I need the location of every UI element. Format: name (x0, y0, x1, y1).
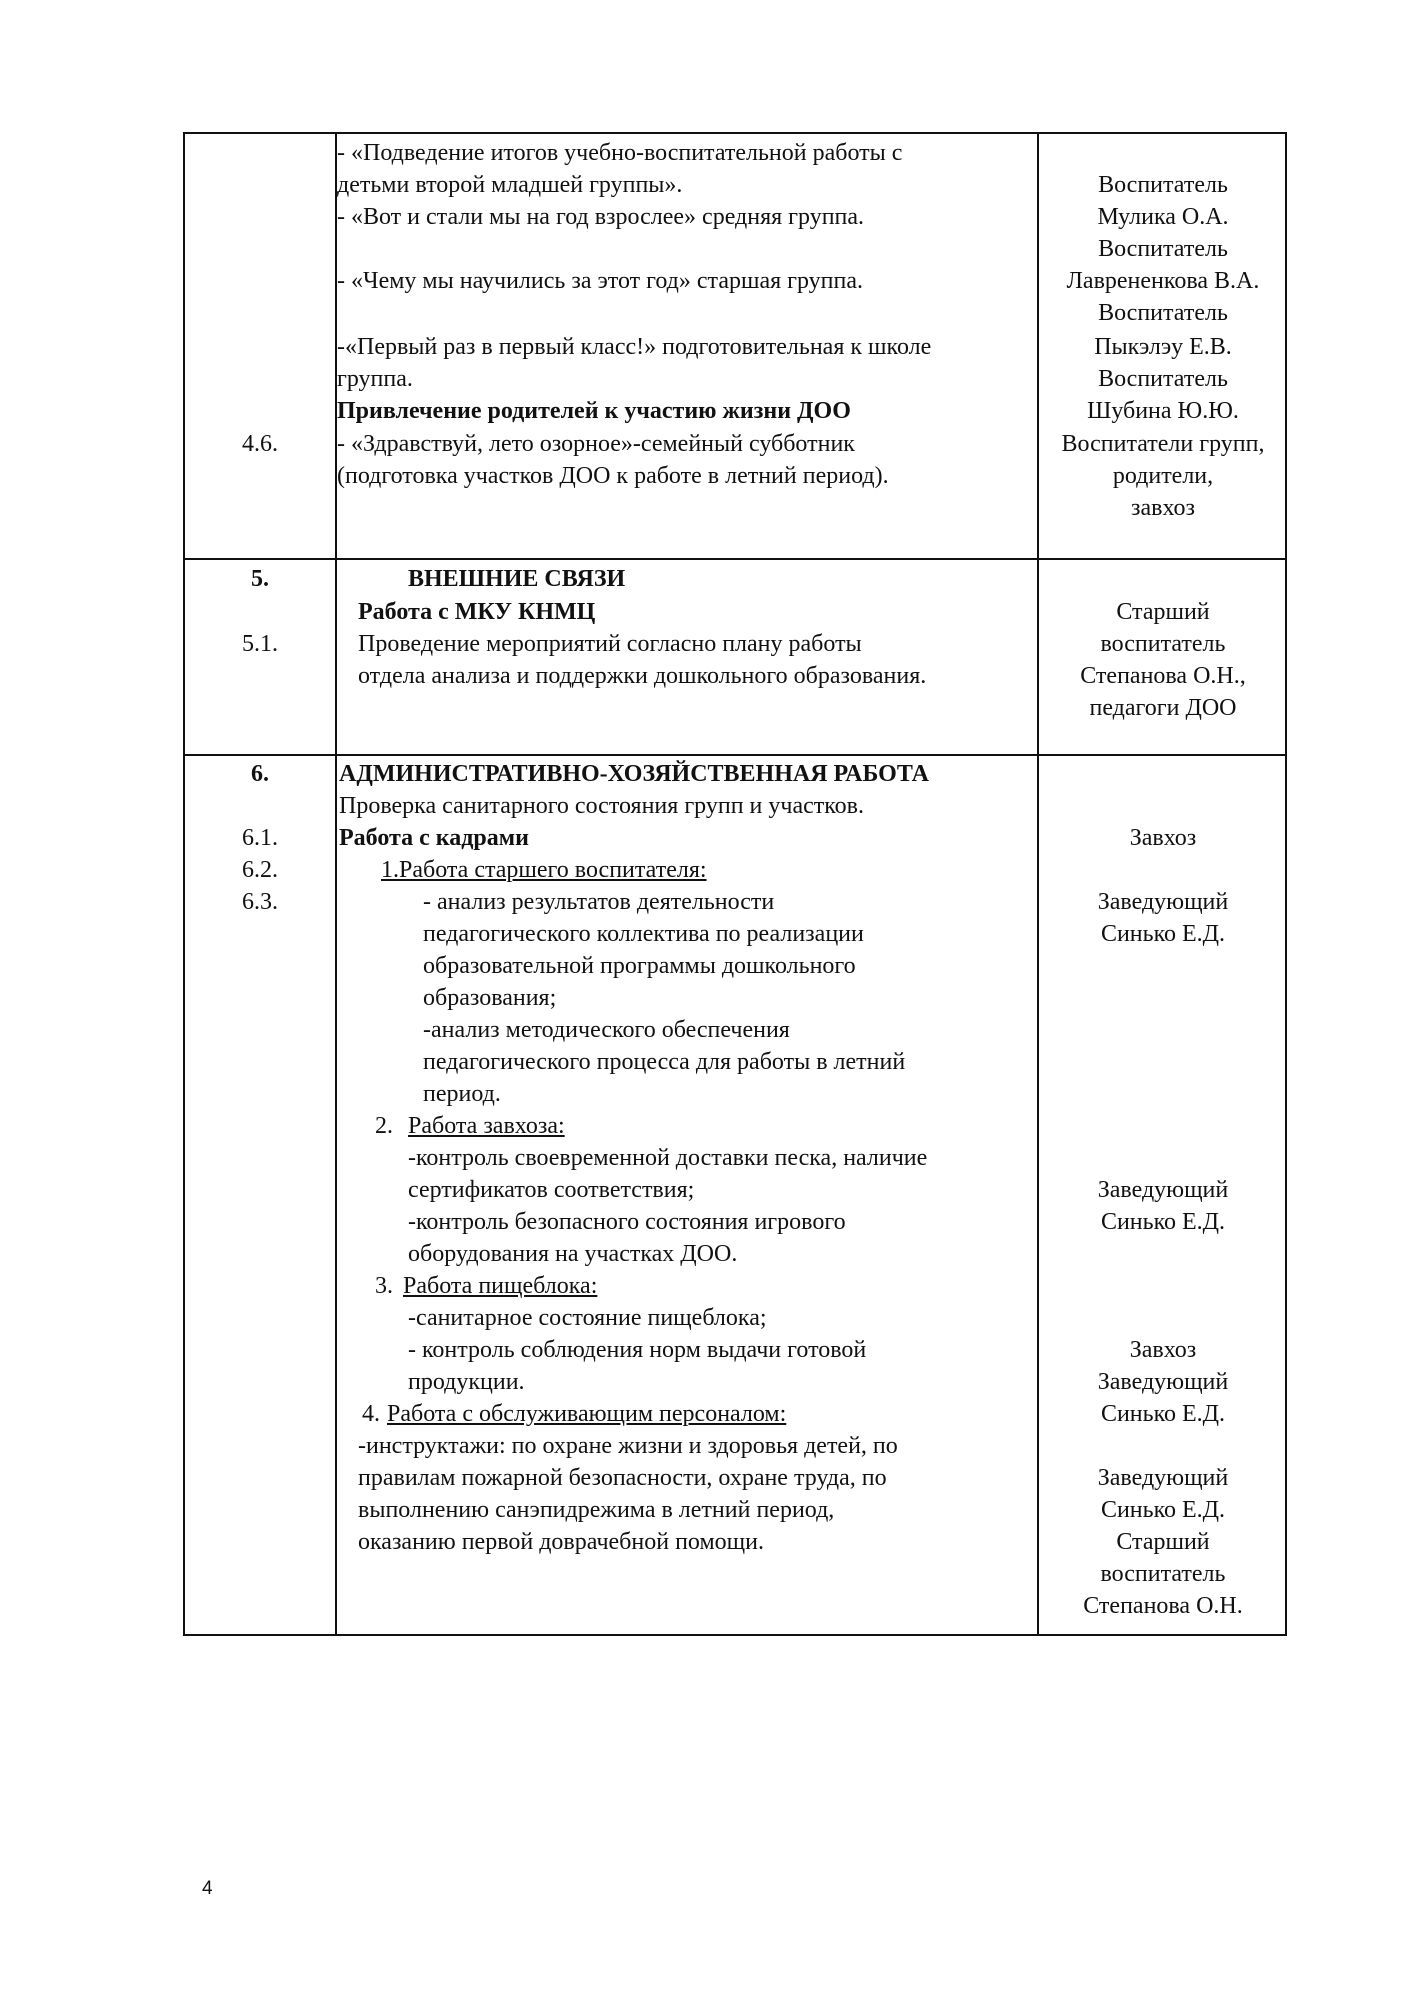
subheading: Работа с МКУ КНМЦ (358, 599, 596, 625)
section-heading: АДМИНИСТРАТИВНО-ХОЗЯЙСТВЕННАЯ РАБОТА (339, 761, 929, 787)
activity-line: оказанию первой доврачебной помощи. (358, 1529, 764, 1555)
page-number: 4 (202, 1878, 213, 1899)
activity-line: -анализ методического обеспечения (423, 1017, 790, 1043)
row-number: 5.1. (242, 631, 278, 657)
responsible-line: воспитатель (1100, 1561, 1226, 1587)
activity-line: правилам пожарной безопасности, охране труда, по (358, 1465, 887, 1491)
responsible-line: Синько Е.Д. (1100, 921, 1226, 947)
responsible-line: Завхоз (1129, 1337, 1197, 1363)
responsible-cell (1039, 756, 1287, 1636)
activity-line: оборудования на участках ДОО. (408, 1241, 738, 1267)
activity-line: -инструктажи: по охране жизни и здоровья детей, по (358, 1433, 898, 1459)
activity-cell (337, 756, 1037, 1636)
activity-line: - анализ результатов деятельности (423, 889, 775, 915)
activity-line: -контроль своевременной доставки песка, наличие (408, 1145, 928, 1171)
row-number-cell (185, 560, 335, 754)
responsible-line: Лаврененкова В.А. (1066, 268, 1260, 294)
activity-line: - «Подведение итогов учебно-воспитательной работы с (337, 140, 903, 166)
responsible-line: Степанова О.Н., (1080, 663, 1246, 689)
activity-line: отдела анализа и поддержки дошкольного образования. (358, 663, 927, 689)
activity-line: Проверка санитарного состояния групп и участков. (339, 793, 865, 819)
activity-line: группа. (337, 366, 413, 392)
activity-line: (подготовка участков ДОО к работе в летний период). (337, 463, 889, 489)
responsible-line: Шубина Ю.Ю. (1087, 398, 1239, 424)
item-title: Работа пищеблока: (403, 1273, 598, 1299)
section-number: 6. (251, 761, 269, 787)
responsible-cell (1039, 134, 1287, 558)
activity-line: - «Вот и стали мы на год взрослее» средняя группа. (337, 204, 865, 230)
activity-cell (337, 560, 1037, 754)
table-row-6 (185, 756, 1285, 1636)
responsible-cell (1039, 560, 1287, 754)
responsible-line: Старший (1116, 599, 1210, 625)
responsible-line: Заведующий (1097, 1177, 1229, 1203)
activity-line: образовательной программы дошкольного (423, 953, 856, 979)
activity-line: -контроль безопасного состояния игрового (408, 1209, 846, 1235)
responsible-line: Старший (1116, 1529, 1210, 1555)
responsible-line: Завхоз (1129, 825, 1197, 851)
activity-line: -«Первый раз в первый класс!» подготовительная к школе (337, 334, 932, 360)
item-number: 2. (375, 1113, 393, 1139)
activity-line: сертификатов соответствия; (408, 1177, 695, 1203)
activity-line: Проведение мероприятий согласно плану работы (358, 631, 862, 657)
activity-line: - «Здравствуй, лето озорное»-семейный субботник (337, 431, 855, 457)
item-title: Работа с обслуживающим персоналом: (387, 1401, 787, 1427)
responsible-line: Заведующий (1097, 1369, 1229, 1395)
activity-line: - контроль соблюдения норм выдачи готовой (408, 1337, 867, 1363)
item-number: 4. (362, 1401, 380, 1427)
row-number: 4.6. (242, 431, 278, 457)
responsible-line: Воспитатель (1098, 236, 1228, 262)
activity-line: педагогического коллектива по реализации (423, 921, 864, 947)
activity-line: продукции. (408, 1369, 525, 1395)
item-number: 3. (375, 1273, 393, 1299)
responsible-line: родители, (1112, 463, 1214, 489)
activity-cell (337, 134, 1037, 558)
responsible-line: Заведующий (1097, 1465, 1229, 1491)
activity-line: -санитарное состояние пищеблока; (408, 1305, 767, 1331)
responsible-line: Синько Е.Д. (1100, 1401, 1226, 1427)
responsible-line: Мулика О.А. (1097, 204, 1229, 230)
row-number: 6.3. (242, 889, 278, 915)
responsible-line: Пыкэлэу Е.В. (1094, 334, 1232, 360)
activity-line: - «Чему мы научились за этот год» старшая группа. (337, 268, 864, 294)
responsible-line: Заведующий (1097, 889, 1229, 915)
responsible-line: педагоги ДОО (1089, 695, 1237, 721)
row-number-cell (185, 134, 335, 558)
section-number: 5. (251, 566, 269, 592)
row-number: 6.2. (242, 857, 278, 883)
plan-table (183, 132, 1287, 1636)
activity-line: период. (423, 1081, 501, 1107)
parents-subheading: Привлечение родителей к участию жизни ДОО (337, 398, 851, 424)
subheading: Работа с кадрами (339, 825, 529, 851)
responsible-line: Воспитатель (1098, 366, 1228, 392)
activity-line: выполнению санэпидрежима в летний период, (358, 1497, 835, 1523)
item-title: 1.Работа старшего воспитателя: (381, 857, 707, 883)
responsible-line: Синько Е.Д. (1100, 1209, 1226, 1235)
table-row-4-6 (185, 134, 1285, 558)
activity-line: педагогического процесса для работы в летний (423, 1049, 906, 1075)
responsible-line: Степанова О.Н. (1083, 1593, 1243, 1619)
table-row-5 (185, 560, 1285, 754)
responsible-line: завхоз (1130, 495, 1196, 521)
responsible-line: Воспитатель (1098, 172, 1228, 198)
item-title: Работа завхоза: (408, 1113, 565, 1139)
row-number: 6.1. (242, 825, 278, 851)
row-number-cell (185, 756, 335, 1636)
activity-line: детьми второй младшей группы». (337, 172, 683, 198)
responsible-line: Воспитатель (1098, 300, 1228, 326)
responsible-line: Воспитатели групп, (1061, 431, 1265, 457)
section-heading: ВНЕШНИЕ СВЯЗИ (408, 566, 626, 592)
responsible-line: воспитатель (1100, 631, 1226, 657)
responsible-line: Синько Е.Д. (1100, 1497, 1226, 1523)
activity-line: образования; (423, 985, 557, 1011)
